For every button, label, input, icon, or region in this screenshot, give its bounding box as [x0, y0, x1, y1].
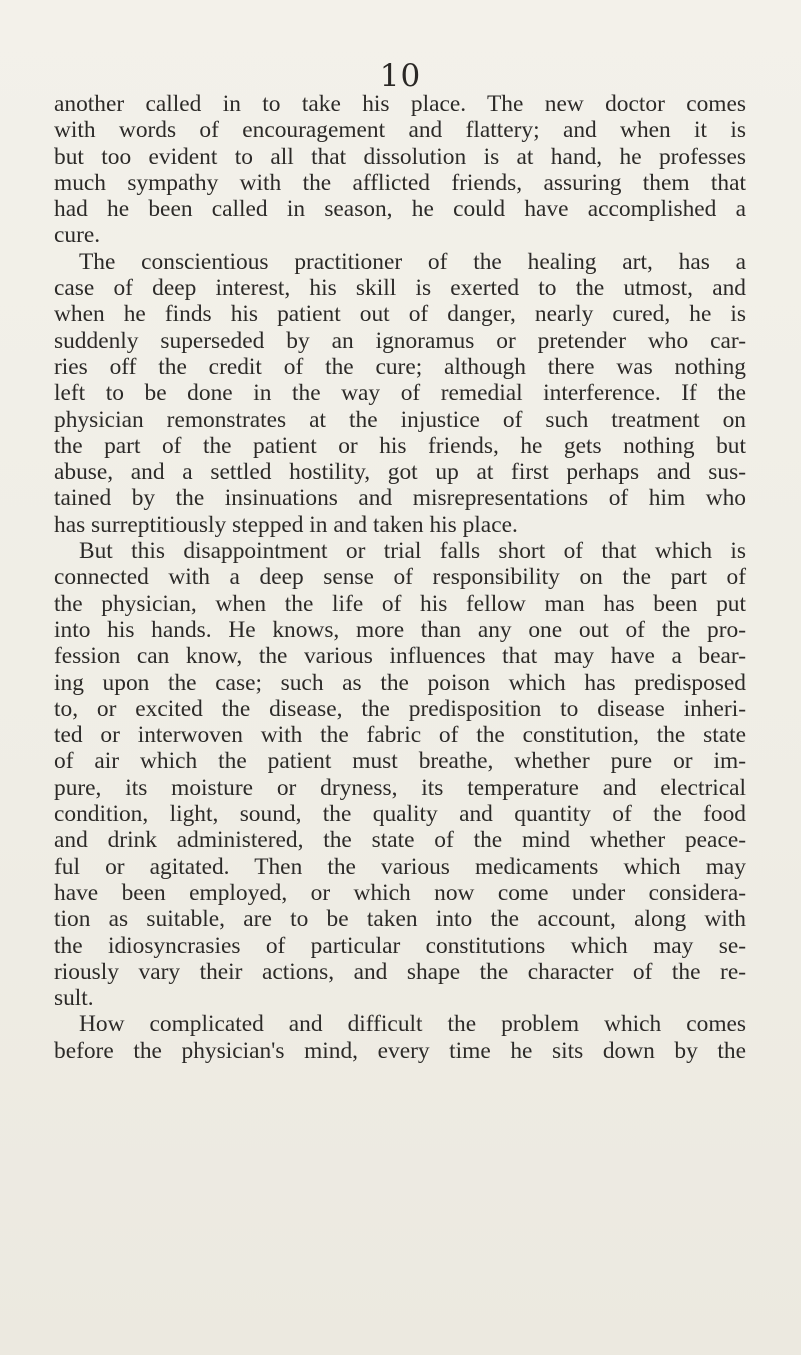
text-line: ries off the credit of the cure; although there was nothing: [54, 353, 746, 380]
text-line: before the physician's mind, every time he sits down by the: [54, 1037, 746, 1064]
text-line: another called in to take his place. The new doctor comes: [54, 91, 746, 117]
text-line: How complicated and difficult the problem which comes: [79, 1011, 746, 1038]
text-line: suddenly superseded by an ignoramus or pretender who car-: [54, 327, 746, 354]
page-number: 10: [379, 58, 422, 94]
text-line: the idiosyncrasies of particular constitutions which may se-: [54, 932, 746, 959]
text-line: had he been called in season, he could have accomplished a: [54, 196, 746, 223]
text-line: ing upon the case; such as the poison which has predisposed: [54, 669, 746, 696]
text-line: But this disappointment or trial falls short of that which is: [79, 538, 746, 565]
text-line: when he finds his patient out of danger, nearly cured, he is: [54, 301, 746, 328]
text-line: much sympathy with the afflicted friends, assuring them that: [54, 169, 746, 196]
text-line: pure, its moisture or dryness, its temperature and electrical: [54, 774, 746, 801]
text-line: the physician, when the life of his fellow man has been put: [54, 590, 746, 617]
text-line: but too evident to all that dissolution is at hand, he professes: [54, 143, 746, 170]
body-text: [54, 91, 746, 1064]
text-line: fession can know, the various influences that may have a bear-: [54, 643, 746, 670]
text-line: connected with a deep sense of responsibility on the part of: [54, 564, 746, 591]
text-line: physician remonstrates at the injustice of such treatment on: [54, 406, 746, 433]
text-line: have been employed, or which now come under considera-: [54, 879, 746, 906]
text-line: case of deep interest, his skill is exerted to the utmost, and: [54, 275, 746, 302]
text-line: left to be done in the way of remedial interference. If the: [54, 380, 746, 407]
text-line: into his hands. He knows, more than any one out of the pro-: [54, 616, 746, 643]
text-line: tion as suitable, are to be taken into the account, along with: [54, 906, 746, 933]
text-line: cure.: [54, 222, 101, 249]
text-line: The conscientious practitioner of the healing art, has a: [79, 248, 746, 275]
text-line: tained by the insinuations and misrepresentations of him who: [54, 485, 746, 512]
text-line: abuse, and a settled hostility, got up at first perhaps and sus-: [54, 459, 746, 486]
text-line: of air which the patient must breathe, whether pure or im-: [54, 748, 746, 775]
text-line: ted or interwoven with the fabric of the constitution, the state: [54, 722, 746, 749]
text-line: to, or excited the disease, the predisposition to disease inheri-: [54, 695, 746, 722]
text-line: condition, light, sound, the quality and quantity of the food: [54, 801, 746, 828]
text-line: sult.: [54, 985, 94, 1012]
text-line: with words of encouragement and flattery; and when it is: [54, 117, 746, 144]
text-line: the part of the patient or his friends, he gets nothing but: [54, 432, 746, 459]
text-line: and drink administered, the state of the mind whether peace-: [54, 827, 746, 854]
text-line: has surreptitiously stepped in and taken his place.: [54, 511, 518, 538]
text-line: riously vary their actions, and shape the character of the re-: [54, 958, 746, 985]
text-line: ful or agitated. Then the various medicaments which may: [54, 853, 746, 880]
